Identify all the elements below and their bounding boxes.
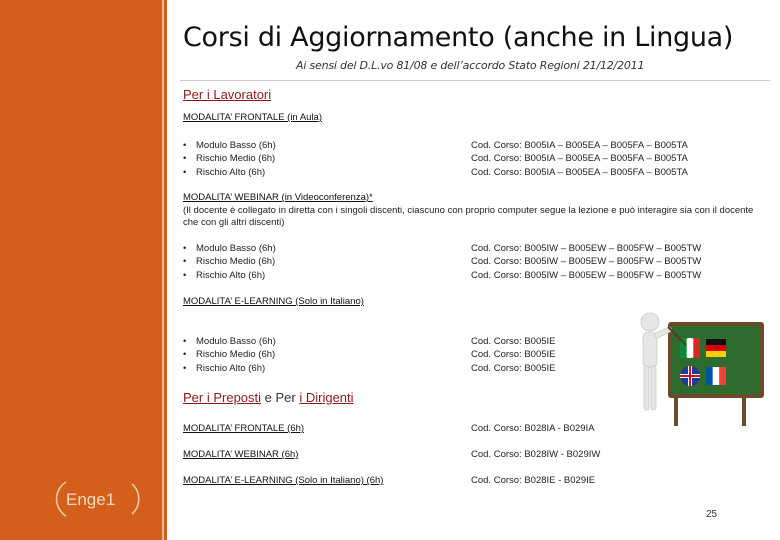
list-item: • Rischio Medio (6h): [183, 348, 276, 361]
page-title: Corsi di Aggiornamento (anche in Lingua): [183, 22, 734, 53]
section-managers-title: [183, 390, 354, 405]
sidebar-panel: [0, 0, 167, 540]
list-item: • Rischio Medio (6h): [183, 255, 276, 268]
webinar-heading: MODALITA’ WEBINAR (in Videoconferenza)*: [183, 192, 373, 203]
section-workers-title: Per i Lavoratori: [183, 87, 272, 102]
course-code: Cod. Corso: B005IW – B005EW – B005FW – B005TW: [471, 243, 702, 254]
course-code: Cod. Corso: B005IA – B005EA – B005FA – B005TA: [471, 166, 688, 178]
course-code: Cod. Corso: B005IA – B005EA – B005FA – B005TA: [471, 140, 688, 151]
french-flag-icon: [706, 367, 726, 385]
title-part-dirigenti: i Dirigenti: [299, 390, 354, 405]
course-code: Cod. Corso: B028IW - B029IW: [471, 449, 601, 460]
sidebar-divider: [162, 0, 164, 540]
webinar-note: (Il docente è collegato in diretta con i singoli discenti, ciascuno con proprio computer segue la lezione e può interagire sia con il docente che con gli altri discenti): [183, 205, 754, 228]
title-part-preposti: Per i Preposti: [183, 390, 262, 405]
frontale-heading: MODALITA’ FRONTALE (in Aula): [183, 112, 323, 123]
webinar-codes: [471, 242, 701, 282]
webinar-list: [183, 242, 276, 282]
elearning-heading: MODALITA’ E-LEARNING (Solo in Italiano): [183, 296, 364, 307]
title-part-join: e Per: [261, 390, 300, 405]
list-item: • Rischio Alto (6h): [183, 166, 276, 179]
course-code: Cod. Corso: B028IA - B029IA: [471, 423, 595, 434]
course-code: Cod. Corso: B005IE: [471, 336, 556, 347]
elearning-codes: [471, 335, 556, 375]
list-item: • Rischio Alto (6h): [183, 362, 276, 375]
board-leg-right: [742, 394, 746, 426]
list-item: • Rischio Alto (6h): [183, 269, 276, 282]
page-subtitle: Ai sensi del D.L.vo 81/08 e dell’accordo Stato Regioni 21/12/2011: [296, 59, 645, 72]
frontale-codes: [471, 139, 688, 179]
manager-elearning-heading: MODALITA’ E-LEARNING (Solo in Italiano) (6h): [183, 475, 384, 486]
frontale-list: [183, 139, 276, 179]
list-item: • Rischio Medio (6h): [183, 152, 276, 165]
header-divider: [180, 80, 770, 81]
german-flag-icon: [706, 339, 726, 357]
language-board-illustration: [630, 300, 775, 430]
page-number: 25: [706, 509, 718, 520]
course-code: Cod. Corso: B005IE: [471, 362, 556, 374]
elearning-list: [183, 335, 276, 375]
board-leg-left: [674, 394, 678, 426]
course-code: Cod. Corso: B005IE: [471, 349, 556, 361]
course-code: Cod. Corso: B028IE - B029IE: [471, 475, 596, 486]
list-item: • Modulo Basso (6h): [183, 242, 276, 255]
course-code: Cod. Corso: B005IW – B005EW – B005FW – B005TW: [471, 269, 702, 281]
logo-text: Enge1: [66, 490, 116, 509]
course-code: Cod. Corso: B005IA – B005EA – B005FA – B005TA: [471, 153, 688, 165]
manager-webinar-heading: MODALITA’ WEBINAR (6h): [183, 449, 299, 460]
uk-flag-icon: [680, 366, 700, 386]
manager-frontale-heading: MODALITA’ FRONTALE (6h): [183, 423, 305, 434]
list-item: • Modulo Basso (6h): [183, 335, 276, 348]
list-item: • Modulo Basso (6h): [183, 139, 276, 152]
course-code: Cod. Corso: B005IW – B005EW – B005FW – B005TW: [471, 256, 702, 268]
enge1-logo: [52, 476, 152, 522]
